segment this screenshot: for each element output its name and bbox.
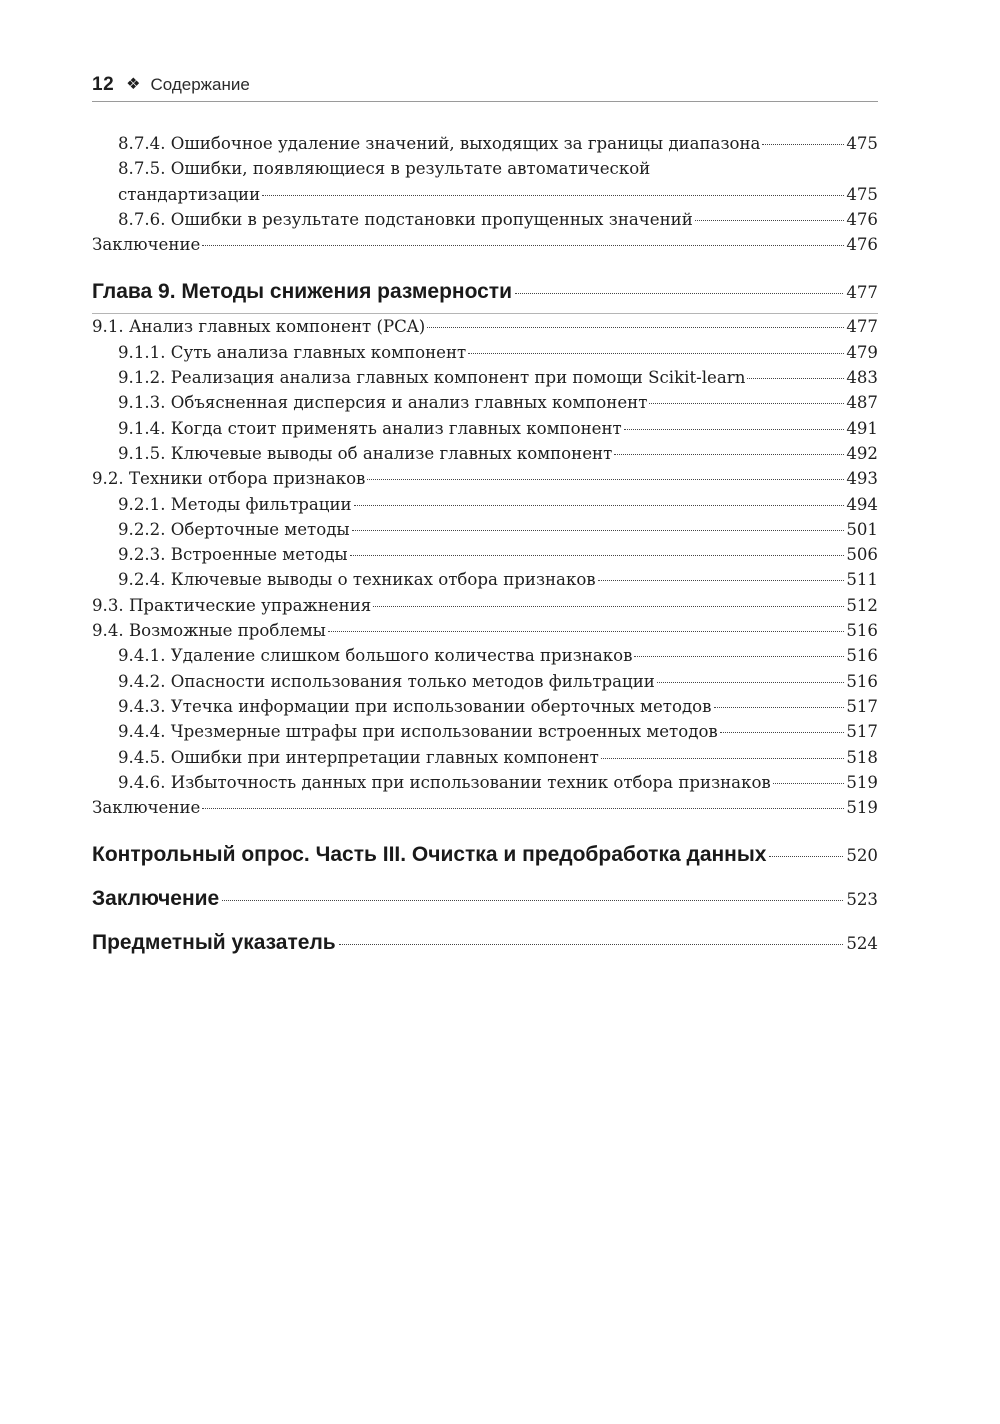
toc-entry-title: Заключение [92, 798, 201, 818]
leader-dots [354, 505, 845, 506]
toc-entry-title: 9.1.1. Суть анализа главных компонент [118, 342, 467, 362]
toc-entry-title: 9.2. Техники отбора признаков [92, 469, 366, 489]
toc-entry-title: 8.7.4. Ошибочное удаление значений, выходящих за границы диапазона [118, 134, 761, 153]
toc-entry-title: 9.4.3. Утечка информации при использовании оберточных методов [118, 696, 712, 716]
toc-entry-page: 518 [846, 747, 878, 767]
toc-entry-page: 519 [846, 772, 878, 792]
toc-entry-title: Заключение [92, 235, 201, 255]
leader-dots [202, 245, 844, 246]
toc-entry-page: 491 [846, 418, 878, 438]
chapter-page: 477 [846, 283, 878, 303]
toc-entry-page: 494 [846, 494, 878, 514]
toc-entry-page: 516 [846, 646, 878, 666]
toc-entry[interactable] [92, 466, 878, 491]
leader-dots [468, 353, 844, 354]
toc-entry[interactable] [92, 719, 878, 744]
toc-entry[interactable] [92, 182, 878, 207]
toc-entry[interactable] [92, 643, 878, 668]
leader-dots [601, 758, 845, 759]
table-of-contents [92, 131, 878, 960]
toc-entry-title: 9.1.3. Объясненная дисперсия и анализ главных компонент [118, 393, 648, 413]
toc-entry-page: 517 [846, 722, 878, 742]
toc-entry-page: 519 [846, 798, 878, 818]
header-divider [92, 101, 878, 102]
toc-entry[interactable] [92, 669, 878, 694]
ornament-icon: ❖ [126, 76, 141, 93]
toc-entry[interactable] [92, 314, 878, 339]
toc-entry-title: 9.4.1. Удаление слишком большого количества признаков [118, 646, 633, 666]
leader-dots [747, 378, 844, 379]
chapter9-entries [92, 314, 878, 820]
toc-entry[interactable] [92, 567, 878, 592]
leader-dots [634, 656, 844, 657]
index-title: Предметный указатель [92, 931, 336, 955]
index-page: 524 [846, 934, 878, 954]
toc-entry-title: 9.1.4. Когда стоит применять анализ главных компонент [118, 418, 622, 438]
toc-entry-title: 9.2.1. Методы фильтрации [118, 494, 352, 514]
leader-dots [339, 944, 844, 945]
toc-entry-title: 9.2.3. Встроенные методы [118, 545, 348, 565]
leader-dots [352, 530, 845, 531]
toc-entry-page: 487 [846, 393, 878, 413]
leader-dots [328, 631, 844, 632]
toc-entry-page: 492 [846, 443, 878, 463]
toc-entry-title: 9.1.2. Реализация анализа главных компонент при помощи Scikit-learn [118, 368, 746, 388]
toc-entry[interactable] [92, 492, 878, 517]
toc-entry-page: 517 [846, 696, 878, 716]
toc-entry[interactable] [92, 770, 878, 795]
toc-entry[interactable] [92, 390, 878, 415]
toc-entry-title: 9.4.6. Избыточность данных при использовании техник отбора признаков [118, 772, 771, 792]
toc-entry[interactable] [92, 207, 878, 232]
toc-conclusion-heading[interactable] [92, 882, 878, 916]
toc-entry-page: 476 [846, 209, 878, 229]
leader-dots [695, 220, 845, 221]
toc-entry-title: 9.2.2. Оберточные методы [118, 519, 350, 539]
chapter-title: Глава 9. Методы снижения размерности [92, 280, 512, 304]
toc-entry-title-line2: стандартизации [118, 184, 261, 204]
toc-entry[interactable] [92, 365, 878, 390]
leader-dots [367, 479, 844, 480]
leader-dots [773, 783, 845, 784]
toc-index-heading[interactable] [92, 926, 878, 960]
toc-entry-page: 506 [846, 545, 878, 565]
toc-entry[interactable] [92, 441, 878, 466]
toc-entry[interactable] [92, 618, 878, 643]
toc-entry-title-line1[interactable]: 8.7.5. Ошибки, появляющиеся в результате автоматической [118, 159, 651, 179]
toc-entry-page: 511 [846, 570, 878, 590]
toc-entry-page: 501 [846, 519, 878, 539]
leader-dots [657, 682, 845, 683]
toc-entry-page: 493 [846, 469, 878, 489]
toc-entry-page: 516 [846, 671, 878, 691]
toc-entry-title: 9.1.5. Ключевые выводы об анализе главных компонент [118, 443, 613, 463]
toc-entry-title: 9.4.4. Чрезмерные штрафы при использовании встроенных методов [118, 722, 718, 742]
toc-entry-title: 9.4.2. Опасности использования только методов фильтрации [118, 671, 655, 691]
conclusion-title: Заключение [92, 887, 220, 911]
toc-entry-page: 477 [846, 317, 878, 337]
leader-dots [373, 606, 844, 607]
toc-entry[interactable] [92, 795, 878, 820]
toc-entry[interactable] [92, 745, 878, 770]
toc-entry[interactable] [92, 416, 878, 441]
toc-entry[interactable] [92, 593, 878, 618]
toc-quiz-heading[interactable] [92, 838, 878, 872]
leader-dots [769, 856, 843, 857]
toc-entry[interactable] [92, 340, 878, 365]
toc-entry-title: 9.4. Возможные проблемы [92, 621, 326, 641]
toc-entry[interactable] [92, 517, 878, 542]
toc-entry-page: 512 [846, 595, 878, 615]
running-header-title: Содержание [150, 75, 250, 94]
toc-entry-page: 479 [846, 342, 878, 362]
page-number: 12 [92, 74, 115, 95]
toc-entry[interactable] [92, 694, 878, 719]
toc-entry[interactable] [92, 131, 878, 156]
toc-chapter-heading[interactable] [92, 275, 878, 309]
leader-dots [515, 293, 843, 294]
leader-dots [350, 555, 845, 556]
leader-dots [624, 429, 845, 430]
running-header [92, 70, 878, 100]
leader-dots [598, 580, 845, 581]
conclusion-page: 523 [846, 890, 878, 910]
leader-dots [262, 195, 844, 196]
leader-dots [720, 732, 845, 733]
toc-entry-title: 9.4.5. Ошибки при интерпретации главных компонент [118, 747, 599, 767]
leader-dots [714, 707, 845, 708]
toc-entry-title: 9.3. Практические упражнения [92, 595, 372, 615]
toc-entry[interactable] [92, 542, 878, 567]
leader-dots [202, 808, 844, 809]
toc-entry-page: 516 [846, 621, 878, 641]
leader-dots [427, 327, 844, 328]
leader-dots [649, 403, 844, 404]
toc-entry-page: 475 [846, 134, 878, 153]
toc-entry-title: 9.1. Анализ главных компонент (PCA) [92, 317, 426, 337]
leader-dots [762, 144, 844, 145]
quiz-title: Контрольный опрос. Часть III. Очистка и предобработка данных [92, 843, 767, 867]
toc-entry-title: 9.2.4. Ключевые выводы о техниках отбора признаков [118, 570, 596, 590]
toc-entry-page: 476 [846, 235, 878, 255]
leader-dots [614, 454, 844, 455]
toc-entry-title: 8.7.6. Ошибки в результате подстановки пропущенных значений [118, 209, 693, 229]
toc-entry-page: 475 [846, 184, 878, 204]
toc-entry-page: 483 [846, 368, 878, 388]
quiz-page: 520 [846, 846, 878, 866]
toc-entry[interactable] [92, 232, 878, 257]
leader-dots [222, 900, 843, 901]
